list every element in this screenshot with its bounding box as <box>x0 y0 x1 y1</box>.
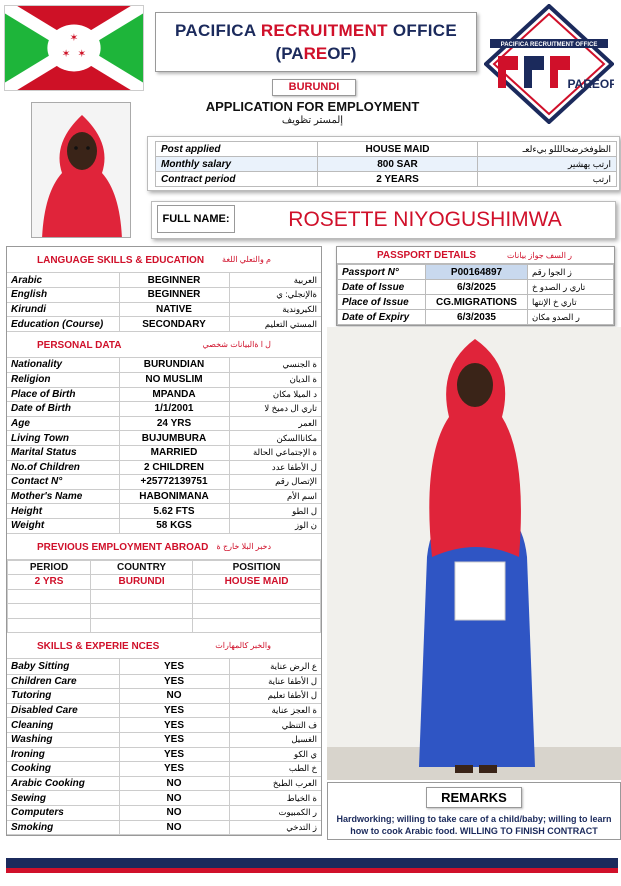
field-value: SECONDARY <box>119 317 229 332</box>
post-value: 800 SAR <box>318 157 478 172</box>
field-arabic: ل الأطفا عدد <box>229 460 321 475</box>
skills-row <box>7 703 321 718</box>
skills-row <box>7 732 321 747</box>
field-label: No.of Children <box>7 460 119 475</box>
passport-header: PASSPORT DETAILS ر السف جواز بيانات <box>337 247 614 264</box>
field-arabic: ع الرض عناية <box>229 659 321 674</box>
field-arabic: ة الإجتماعي الحالة <box>229 445 321 460</box>
field-arabic: العمر <box>229 416 321 431</box>
field-arabic: تاري ر الصدو خ <box>528 280 614 295</box>
personal-table <box>7 358 321 534</box>
field-arabic: المستي التعليم <box>229 317 321 332</box>
field-label: Date of Birth <box>7 402 119 417</box>
field-arabic: ر الكمبيوت <box>229 805 321 820</box>
skills-row <box>7 689 321 704</box>
field-value: 24 YRS <box>119 416 229 431</box>
column-header: PERIOD <box>8 560 91 575</box>
field-value: NO <box>119 805 229 820</box>
field-label: Disabled Care <box>7 703 119 718</box>
post-arabic: ارتب يهشير <box>478 157 617 172</box>
full-name-value: ROSETTE NIYOGUSHIMWA <box>288 208 562 231</box>
field-value: NO <box>119 689 229 704</box>
lang-row <box>7 317 321 332</box>
field-value: 1/1/2001 <box>119 402 229 417</box>
field-arabic: ز التدخي <box>229 820 321 835</box>
field-label: Height <box>7 504 119 519</box>
field-arabic: ة الخياط <box>229 791 321 806</box>
svg-text:✶: ✶ <box>61 47 71 60</box>
pers-row <box>7 402 321 417</box>
field-label: Passport N° <box>338 265 426 280</box>
field-value: 6/3/2035 <box>426 310 528 325</box>
passport-table <box>337 264 614 325</box>
field-label: Marital Status <box>7 445 119 460</box>
field-label: Nationality <box>7 358 119 373</box>
field-arabic: تاري خ الإنتها <box>528 295 614 310</box>
field-value: MARRIED <box>119 445 229 460</box>
field-label: Sewing <box>7 791 119 806</box>
field-label: Washing <box>7 732 119 747</box>
title-box <box>155 12 477 72</box>
skills-row <box>7 820 321 835</box>
field-label: Cleaning <box>7 718 119 733</box>
post-arabic: ارتب <box>478 172 617 187</box>
field-value: YES <box>119 659 229 674</box>
skills-row <box>7 805 321 820</box>
field-value: NO <box>119 776 229 791</box>
field-value: YES <box>119 674 229 689</box>
pers-row <box>7 387 321 402</box>
form-subtitle-arabic: إلمستر تظويف <box>281 115 344 126</box>
field-value: 58 KGS <box>119 518 229 533</box>
post-row-post-applied <box>156 142 617 157</box>
field-label: Cooking <box>7 762 119 777</box>
field-label: Living Town <box>7 431 119 446</box>
field-value: MPANDA <box>119 387 229 402</box>
field-arabic: ل الأطفا تعليم <box>229 689 321 704</box>
field-arabic: ي الكو <box>229 747 321 762</box>
pass-row <box>338 295 614 310</box>
field-arabic: الغسيل <box>229 732 321 747</box>
previous-employment-header: PREVIOUS EMPLOYMENT ABROAD دخبر البلا خارج ة <box>7 534 321 560</box>
svg-text:PAREOF: PAREOF <box>567 77 614 91</box>
field-value: BUJUMBURA <box>119 431 229 446</box>
pers-row <box>7 358 321 373</box>
personal-section-header: PERSONAL DATA ل ا ةالبيانات شخصي <box>7 332 321 358</box>
skills-row <box>7 791 321 806</box>
field-arabic: ف التنظي <box>229 718 321 733</box>
remarks-title: REMARKS <box>426 787 522 808</box>
field-arabic: ل الأطفا عناية <box>229 674 321 689</box>
full-name-label: FULL NAME: <box>157 205 235 233</box>
pareof-logo <box>484 4 614 124</box>
field-value: YES <box>119 732 229 747</box>
field-label: Contact N° <box>7 475 119 490</box>
pass-row <box>338 265 614 280</box>
field-value: YES <box>119 762 229 777</box>
field-value: NO <box>119 820 229 835</box>
post-label: Post applied <box>156 142 318 157</box>
field-value: BEGINNER <box>119 273 229 288</box>
field-arabic: ل الطو <box>229 504 321 519</box>
field-label: Tutoring <box>7 689 119 704</box>
column-header: COUNTRY <box>91 560 193 575</box>
field-label: Place of Birth <box>7 387 119 402</box>
pers-row <box>7 372 321 387</box>
field-arabic: ز الجوا رقم <box>528 265 614 280</box>
skills-row <box>7 674 321 689</box>
skills-row <box>7 776 321 791</box>
details-panel <box>6 246 322 836</box>
field-value: +25772139751 <box>119 475 229 490</box>
field-arabic: تاري ال دميخ لا <box>229 402 321 417</box>
field-value: 6/3/2025 <box>426 280 528 295</box>
skills-row <box>7 747 321 762</box>
field-label: Date of Expiry <box>338 310 426 325</box>
remarks-box <box>327 782 621 840</box>
pers-row <box>7 416 321 431</box>
position-cell: HOUSE MAID <box>193 575 321 590</box>
lang-row <box>7 288 321 303</box>
lang-row <box>7 273 321 288</box>
field-label: Computers <box>7 805 119 820</box>
previous-employment-table <box>7 560 321 634</box>
field-arabic: العربية <box>229 273 321 288</box>
field-value: CG.MIGRATIONS <box>426 295 528 310</box>
skills-section-header: SKILLS & EXPERIE NCES والخبر كالمهارات <box>7 633 321 659</box>
skills-table <box>7 659 321 835</box>
post-value: HOUSE MAID <box>318 142 478 157</box>
burundi-flag <box>4 5 144 91</box>
field-arabic: ة الديان <box>229 372 321 387</box>
pers-row <box>7 518 321 533</box>
field-value: BEGINNER <box>119 288 229 303</box>
footer-accent-bar <box>6 868 618 873</box>
field-arabic: اسم الأم <box>229 489 321 504</box>
office-abbreviation: (PAREOF) <box>275 44 357 63</box>
field-arabic: ة الجنسي <box>229 358 321 373</box>
field-label: Baby Sitting <box>7 659 119 674</box>
field-arabic: مكاناالسكن <box>229 431 321 446</box>
country-badge: BURUNDI <box>272 79 356 96</box>
field-value: HABONIMANA <box>119 489 229 504</box>
field-arabic: العرب الطبخ <box>229 776 321 791</box>
field-label: Religion <box>7 372 119 387</box>
field-label: Smoking <box>7 820 119 835</box>
field-label: Mother's Name <box>7 489 119 504</box>
field-value: YES <box>119 718 229 733</box>
svg-text:✶: ✶ <box>69 32 79 45</box>
field-label: Weight <box>7 518 119 533</box>
post-label: Monthly salary <box>156 157 318 172</box>
field-label: Date of Issue <box>338 280 426 295</box>
pers-row <box>7 460 321 475</box>
field-value: BURUNDIAN <box>119 358 229 373</box>
period-cell: 2 YRS <box>8 575 91 590</box>
post-label: Contract period <box>156 172 318 187</box>
field-arabic: ة العجز عناية <box>229 703 321 718</box>
pers-row <box>7 445 321 460</box>
svg-text:PACIFICA RECRUITMENT OFFICE: PACIFICA RECRUITMENT OFFICE <box>500 42 598 48</box>
field-label: Ironing <box>7 747 119 762</box>
lang-row <box>7 302 321 317</box>
pers-row <box>7 489 321 504</box>
post-row-contract <box>156 172 617 187</box>
field-arabic: ر الصدو مكان <box>528 310 614 325</box>
footer-bar <box>6 858 618 868</box>
passport-details <box>336 246 615 326</box>
field-arabic: ةالإنجلي: ي <box>229 288 321 303</box>
pass-row <box>338 280 614 295</box>
country-cell: BURUNDI <box>91 575 193 590</box>
pers-row <box>7 431 321 446</box>
skills-row <box>7 718 321 733</box>
field-label: Arabic Cooking <box>7 776 119 791</box>
field-value: 5.62 FTS <box>119 504 229 519</box>
column-header: POSITION <box>193 560 321 575</box>
form-subtitle: APPLICATION FOR EMPLOYMENT <box>205 99 420 114</box>
post-value: 2 YEARS <box>318 172 478 187</box>
field-value: 2 CHILDREN <box>119 460 229 475</box>
field-value: NATIVE <box>119 302 229 317</box>
svg-text:✶: ✶ <box>77 47 87 60</box>
language-table <box>7 273 321 332</box>
remarks-text: Hardworking; willing to take care of a child/baby; willing to learn how to cook Arabic food. WILLING TO FINISH CONTRACT <box>336 814 612 836</box>
field-arabic: د الميلا مكان <box>229 387 321 402</box>
office-title: PACIFICA RECRUITMENT OFFICE <box>175 21 457 40</box>
pass-row <box>338 310 614 325</box>
field-label: English <box>7 288 119 303</box>
field-value: NO MUSLIM <box>119 372 229 387</box>
passport-photo <box>31 102 131 238</box>
field-value: YES <box>119 747 229 762</box>
field-label: Arabic <box>7 273 119 288</box>
field-arabic: ن الوز <box>229 518 321 533</box>
post-table <box>155 141 617 187</box>
skills-row <box>7 762 321 777</box>
field-arabic: الكيروندية <box>229 302 321 317</box>
field-value: NO <box>119 791 229 806</box>
pers-row <box>7 475 321 490</box>
pers-row <box>7 504 321 519</box>
language-section-header: LANGUAGE SKILLS & EDUCATION م والتعلي اللغة <box>7 247 321 273</box>
field-label: Children Care <box>7 674 119 689</box>
field-label: Kirundi <box>7 302 119 317</box>
post-arabic: الظوفخرضحالللو بيءلعـ <box>478 142 617 157</box>
post-row-salary <box>156 157 617 172</box>
full-body-photo <box>327 327 621 780</box>
skills-row <box>7 659 321 674</box>
field-label: Place of Issue <box>338 295 426 310</box>
field-label: Age <box>7 416 119 431</box>
field-value: P00164897 <box>426 265 528 280</box>
field-arabic: الإتصال رقم <box>229 475 321 490</box>
field-value: YES <box>119 703 229 718</box>
field-arabic: خ الطب <box>229 762 321 777</box>
field-label: Education (Course) <box>7 317 119 332</box>
